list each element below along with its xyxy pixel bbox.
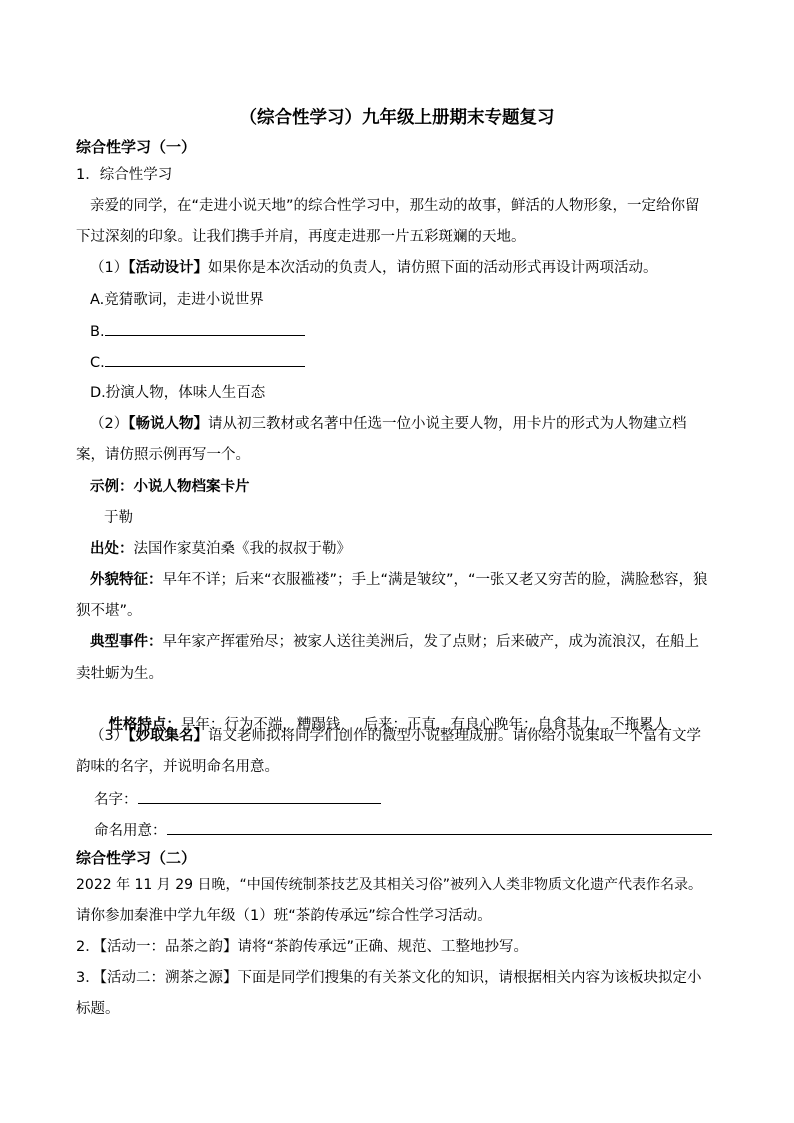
part-3-prompt-line-2: 韵味的名字，并说明命名用意。 bbox=[76, 759, 279, 775]
page-title: （综合性学习）九年级上册期末专题复习 bbox=[239, 108, 555, 128]
appearance-text: 早年不详；后来“衣服褴褛”；手上“满是皱纹”，“一张又老又穷苦的脸，满脸愁容，狼 bbox=[162, 572, 708, 588]
source-line bbox=[90, 539, 351, 559]
intro-paragraph-line-2: 下过深刻的印象。让我们携手并肩，再度走进那一片五彩斑斓的天地。 bbox=[76, 229, 526, 245]
appearance-line-1 bbox=[90, 570, 708, 590]
source-label: 出处： bbox=[90, 541, 134, 557]
option-c-label: C. bbox=[90, 355, 105, 371]
part-3-text: 语文老师拟将同学们创作的微型小说整理成册。请你给小说集取一个富有文学 bbox=[207, 728, 701, 744]
meaning-field bbox=[94, 820, 712, 841]
option-c bbox=[90, 352, 305, 373]
section-2-heading: 综合性学习（二） bbox=[76, 849, 197, 867]
part-1-number: （1） bbox=[90, 260, 129, 276]
meaning-field-blank[interactable] bbox=[167, 820, 712, 835]
part-3-tag: 【妙取集名】 bbox=[128, 728, 208, 744]
section-1-heading: 综合性学习（一） bbox=[76, 138, 197, 156]
part-1-tag: 【活动设计】 bbox=[128, 260, 208, 276]
event-text: 早年家产挥霍殆尽；被家人送往美洲后，发了点财；后来破产，成为流浪汉，在船上 bbox=[162, 634, 699, 650]
part-2-text: 请从初三教材或名著中任选一位小说主要人物，用卡片的形式为人物建立档 bbox=[207, 416, 687, 432]
trait-label: 性格特点： bbox=[108, 717, 181, 733]
part-1-text: 如果你是本次活动的负责人，请仿照下面的活动形式再设计两项活动。 bbox=[207, 260, 658, 276]
question-2: 2．【活动一：品茶之韵】请将“茶韵传承远”正确、规范、工整地抄写。 bbox=[76, 939, 528, 955]
option-b-label: B. bbox=[90, 324, 105, 340]
event-line-1 bbox=[90, 632, 699, 652]
part-2-number: （2） bbox=[90, 416, 129, 432]
question-1-label: 1．综合性学习 bbox=[76, 167, 173, 183]
name-field bbox=[94, 789, 381, 810]
part-2-tag: 【畅说人物】 bbox=[128, 416, 208, 432]
source-text: 法国作家莫泊桑《我的叔叔于勒》 bbox=[133, 541, 351, 557]
option-b-blank[interactable] bbox=[105, 321, 305, 336]
event-line-2: 卖牡蛎为生。 bbox=[76, 666, 163, 682]
part-3-prompt-line-1 bbox=[90, 726, 701, 746]
option-c-blank[interactable] bbox=[105, 352, 305, 367]
part-2-prompt-line-2: 案，请仿照示例再写一个。 bbox=[76, 447, 250, 463]
part-2-prompt-line-1 bbox=[90, 414, 686, 434]
name-field-blank[interactable] bbox=[138, 789, 381, 804]
intro-paragraph-line-1: 亲爱的同学，在“走进小说天地”的综合性学习中，那生动的故事，鲜活的人物形象，一定给你留 bbox=[90, 198, 700, 214]
question-3-line-2: 标题。 bbox=[76, 1001, 120, 1017]
example-label: 示例：小说人物档案卡片 bbox=[90, 479, 250, 495]
part-1-prompt bbox=[90, 258, 657, 278]
trait-text: 早年：行为不端，糟蹋钱 后来：正直，有良心晚年：自食其力，不拖累人 bbox=[180, 717, 668, 733]
meaning-field-label: 命名用意： bbox=[94, 823, 167, 839]
appearance-label: 外貌特征： bbox=[90, 572, 163, 588]
name-field-label: 名字： bbox=[94, 792, 138, 808]
section-2-intro-line-2: 请你参加秦淮中学九年级（1）班“茶韵传承远”综合性学习活动。 bbox=[76, 908, 492, 924]
option-d: D.扮演人物，体味人生百态 bbox=[90, 385, 266, 401]
option-a: A.竞猜歌词，走进小说世界 bbox=[90, 292, 264, 308]
question-3-line-1: 3．【活动二：溯茶之源】下面是同学们搜集的有关茶文化的知识，请根据相关内容为该板块拟定小 bbox=[76, 970, 702, 986]
option-b bbox=[90, 321, 305, 342]
section-2-intro-line-1: 2022 年 11 月 29 日晚，“中国传统制茶技艺及其相关习俗”被列入人类非物质文化遗产代表作名录。 bbox=[76, 877, 703, 893]
event-label: 典型事件： bbox=[90, 634, 163, 650]
part-3-number: （3） bbox=[90, 728, 129, 744]
appearance-line-2: 狈不堪”。 bbox=[76, 603, 142, 619]
trait-line bbox=[90, 695, 668, 755]
character-name: 于勒 bbox=[104, 510, 133, 526]
